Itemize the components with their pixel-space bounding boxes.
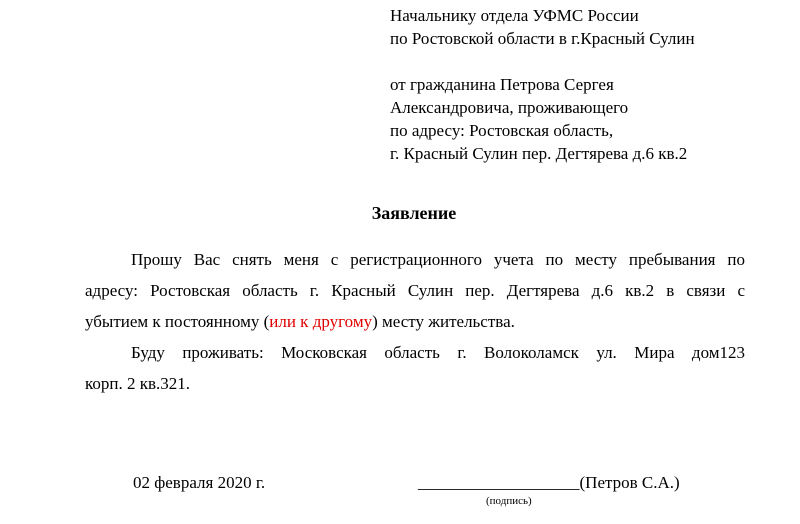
header-spacer <box>390 50 695 73</box>
paragraph-1-line-1: Прошу Вас снять меня с регистрационного учета по месту пребывания по <box>131 250 745 269</box>
paragraph-1-line-3 <box>85 306 745 337</box>
paragraph-1-line-3-end: ) месту жительства. <box>372 312 515 331</box>
signature-caption: (подпись) <box>486 495 532 507</box>
document-title: Заявление <box>371 203 457 223</box>
document-title-row <box>0 201 800 225</box>
signature-block <box>418 472 680 494</box>
addressee-line-1: Начальнику отдела УФМС России <box>390 6 639 25</box>
paragraph-1-line-3-start: убытием к постоянному ( <box>85 312 270 331</box>
paragraph-2-line-2: корп. 2 кв.321. <box>85 374 191 393</box>
signer-name: (Петров С.А.) <box>579 473 680 492</box>
sender-line-3: по адресу: Ростовская область, <box>390 121 614 140</box>
paragraph-2-line-1: Буду проживать: Московская область г. Волоколамск ул. Мира дом123 <box>131 343 745 362</box>
alternative-option-text: или к другому <box>269 312 373 331</box>
addressee-line-2: по Ростовской области в г.Красный Сулин <box>390 29 695 48</box>
sender-line-1: от гражданина Петрова Сергея <box>390 75 614 94</box>
paragraph-1-line-2: адресу: Ростовская область г. Красный Сулин пер. Дегтярева д.6 кв.2 в связи с <box>85 281 745 300</box>
document-body <box>85 244 745 399</box>
header-block <box>390 4 695 165</box>
sender-line-4: г. Красный Сулин пер. Дегтярева д.6 кв.2 <box>390 144 688 163</box>
signature-line: ___________________ <box>418 473 580 492</box>
document-date: 02 февраля 2020 г. <box>133 473 266 492</box>
sender-line-2: Александровича, проживающего <box>390 98 629 117</box>
